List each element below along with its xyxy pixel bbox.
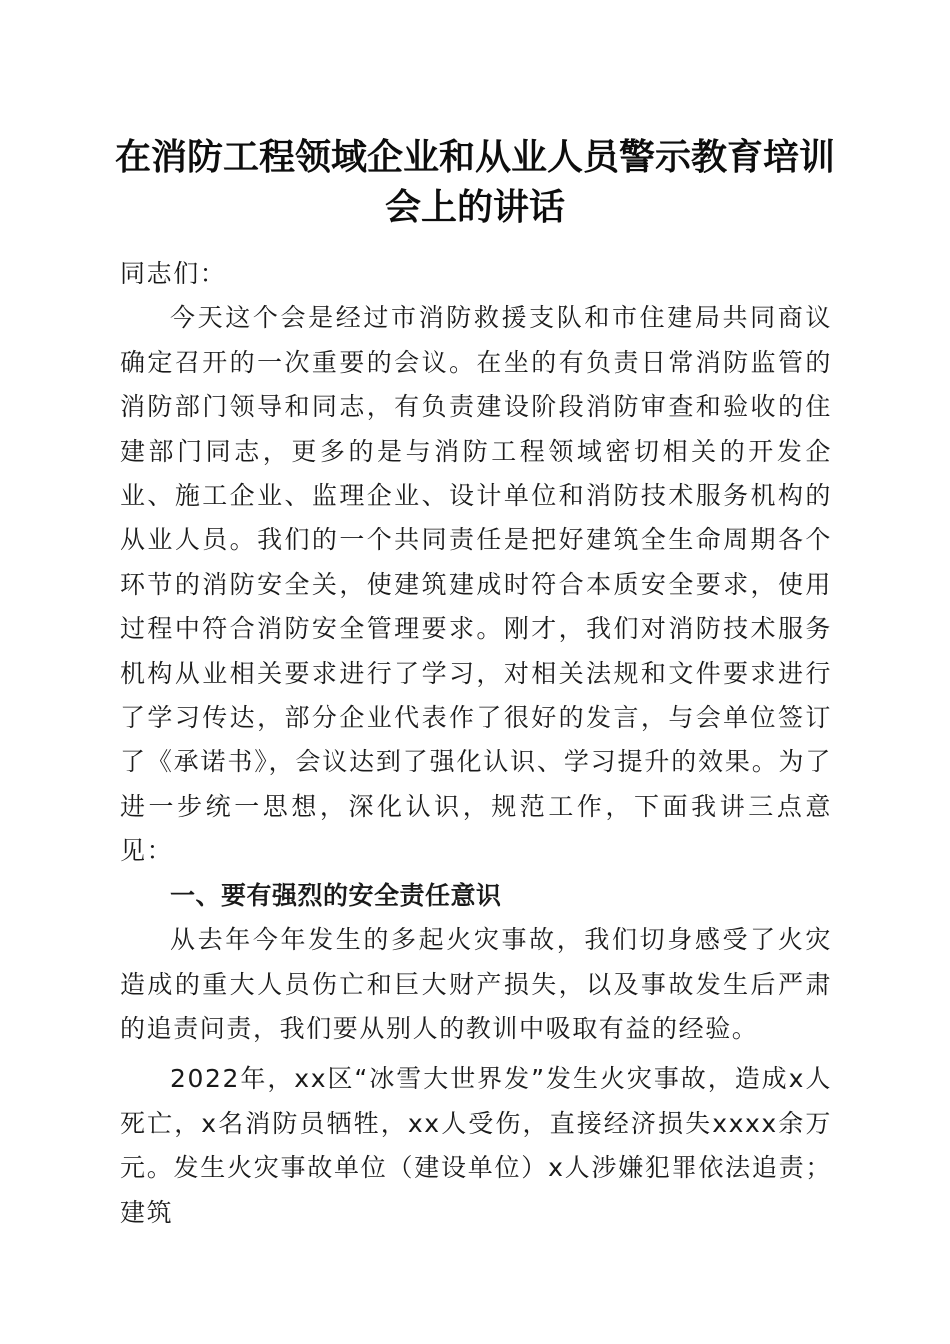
section-heading: 一、要有强烈的安全责任意识 bbox=[170, 880, 502, 910]
title-line-1: 在消防工程领域企业和从业人员警示教育培训 bbox=[114, 136, 835, 178]
document-body bbox=[120, 252, 832, 1235]
document-title bbox=[90, 132, 860, 232]
intro-paragraph: 今天这个会是经过市消防救援支队和市住建局共同商议确定召开的一次重要的会议。在坐的有负责日常消防监管的消防部门领导和同志，有负责建设阶段消防审查和验收的住建部门同志，更多的是与消防工程领域密切相关的开发企业、施工企业、监理企业、设计单位和消防技术服务机构的从业人员。我们的一个共同责任是把好建筑全生命周期各个环节的消防安全关，使建筑建成时符合本质安全要求，使用过程中符合消防安全管理要求。刚才，我们对消防技术服务机构从业相关要求进行了学习，对相关法规和文件要求进行了学习传达，部分企业代表作了很好的发言，与会单位签订了《承诺书》，会议达到了强化认识、学习提升的效果。为了进一步统一思想，深化认识，规范工作，下面我讲三点意见： bbox=[120, 303, 832, 866]
section-paragraph-2: 2022年，xx区“冰雪大世界发”发生火灾事故，造成x人死亡，x名消防员牺牲，xx人受伤，直接经济损失xxxx余万元。发生火灾事故单位（建设单位）x人涉嫌犯罪依法追责；建筑 bbox=[120, 1064, 832, 1227]
section-paragraph-1: 从去年今年发生的多起火灾事故，我们切身感受了火灾造成的重大人员伤亡和巨大财产损失，以及事故发生后严肃的追责问责，我们要从别人的教训中吸取有益的经验。 bbox=[120, 925, 832, 1043]
title-line-2: 会上的讲话 bbox=[384, 186, 565, 228]
salutation: 同志们： bbox=[120, 259, 227, 288]
